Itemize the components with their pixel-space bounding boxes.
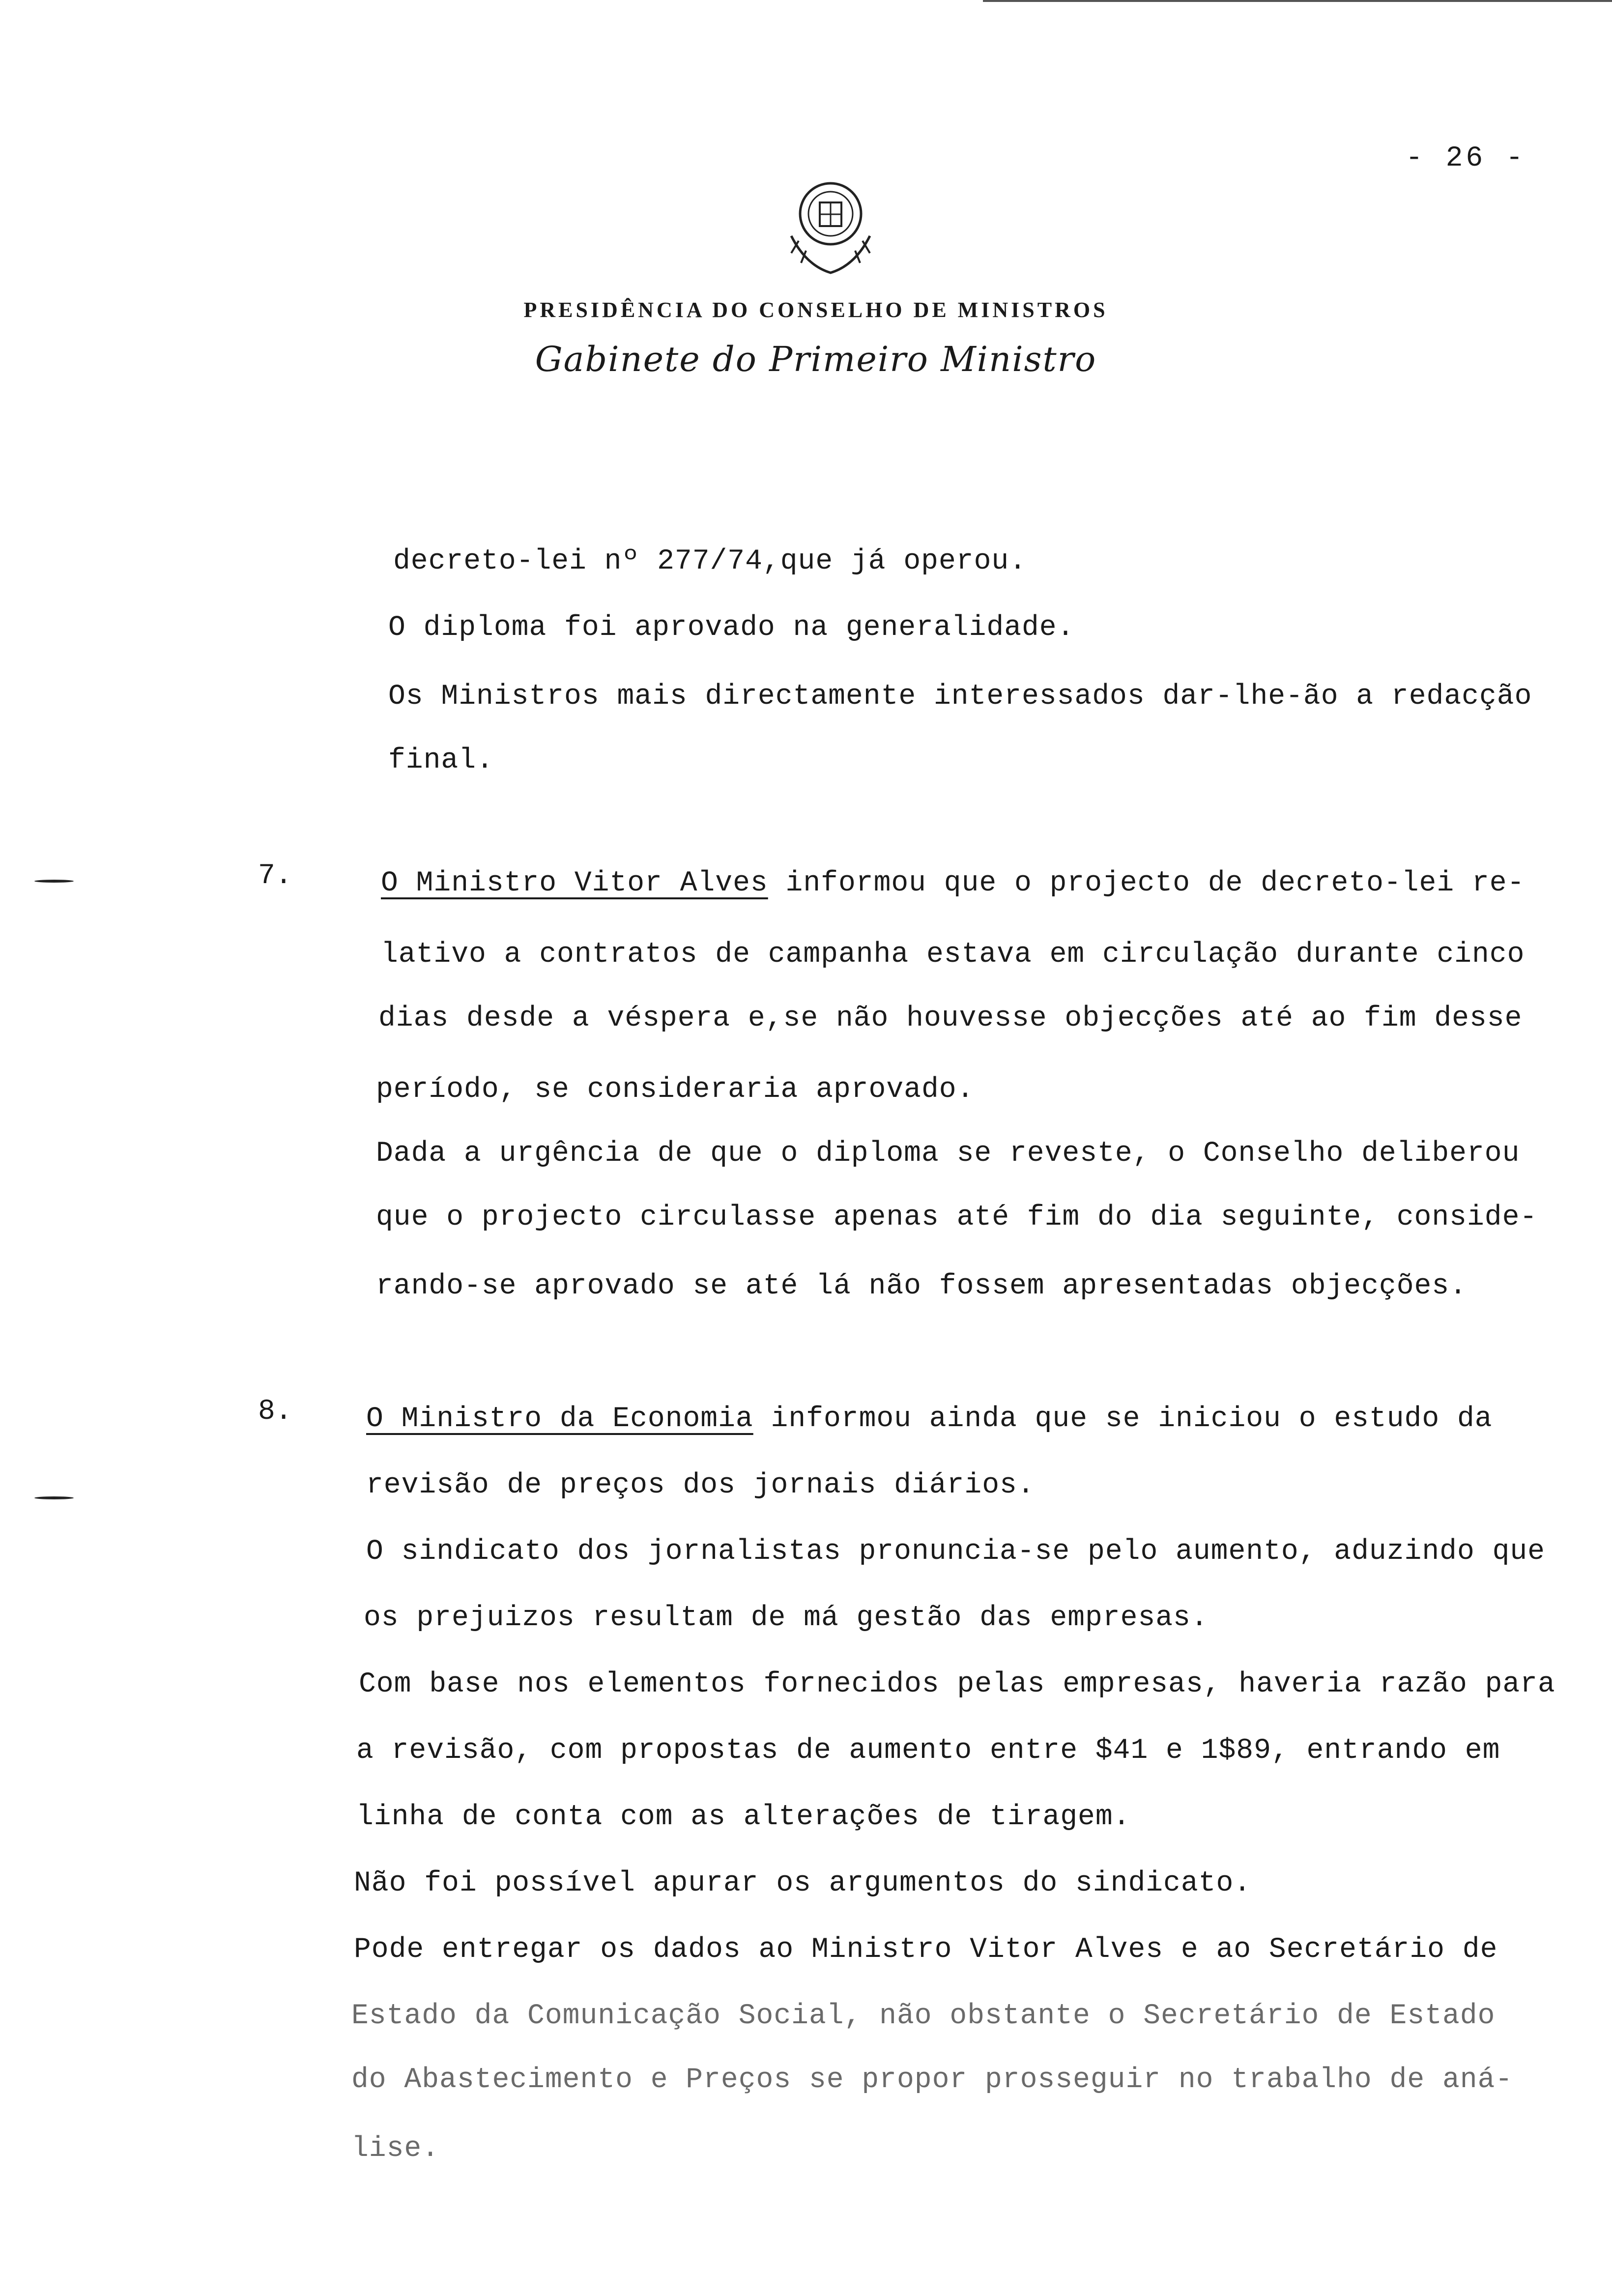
text-line: lativo a contratos de campanha estava em circulação durante cinco: [381, 939, 1525, 971]
margin-mark: [34, 880, 74, 883]
text-line: linha de conta com as alterações de tiragem.: [356, 1801, 1131, 1833]
item-first-line-text: informou ainda que se iniciou o estudo da: [753, 1403, 1493, 1435]
text-line: Os Ministros mais directamente interessados dar-lhe-ão a redacção: [388, 681, 1532, 713]
top-edge-rule: [983, 0, 1612, 2]
text-line: Não foi possível apurar os argumentos do sindicato.: [354, 1867, 1252, 1899]
text-line: Com base nos elementos fornecidos pelas empresas, haveria razão para: [359, 1668, 1555, 1700]
item-subject: O Ministro Vitor Alves: [381, 867, 768, 899]
text-line: O diploma foi aprovado na generalidade.: [388, 612, 1075, 644]
text-line: final.: [388, 745, 494, 776]
office-subtitle: Gabinete do Primeiro Ministro: [535, 339, 1097, 379]
text-line: Dada a urgência de que o diploma se reveste, o Conselho deliberou: [376, 1138, 1520, 1170]
item-first-line: [381, 867, 1525, 899]
text-line: rando-se aprovado se até lá não fossem apresentadas objecções.: [376, 1270, 1467, 1302]
item-number: 8.: [258, 1396, 292, 1428]
page-number: - 26 -: [1406, 143, 1526, 174]
coat-of-arms-seal: [772, 167, 890, 285]
margin-mark: [34, 1496, 74, 1499]
text-line: Pode entregar os dados ao Ministro Vitor Alves e ao Secretário de: [354, 1934, 1498, 1966]
text-line: decreto-lei nº 277/74,que já operou.: [393, 545, 1027, 577]
text-line: período, se consideraria aprovado.: [376, 1074, 975, 1106]
text-line: O sindicato dos jornalistas pronuncia-se pelo aumento, aduzindo que: [366, 1536, 1545, 1568]
text-line: do Abastecimento e Preços se propor prosseguir no trabalho de aná-: [351, 2064, 1513, 2096]
item-subject: O Ministro da Economia: [366, 1403, 753, 1435]
text-line: os prejuizos resultam de má gestão das empresas.: [364, 1602, 1209, 1634]
organization-title: PRESIDÊNCIA DO CONSELHO DE MINISTROS: [523, 298, 1108, 322]
item-first-line: [366, 1403, 1493, 1435]
text-line: revisão de preços dos jornais diários.: [366, 1469, 1035, 1501]
item-first-line-text: informou que o projecto de decreto-lei re-: [768, 867, 1525, 899]
text-line: lise.: [351, 2133, 440, 2165]
text-line: dias desde a véspera e,se não houvesse objecções até ao fim desse: [378, 1003, 1523, 1034]
item-number: 7.: [258, 860, 292, 892]
text-line: a revisão, com propostas de aumento entre $41 e 1$89, entrando em: [356, 1735, 1500, 1767]
text-line: Estado da Comunicação Social, não obstante o Secretário de Estado: [351, 2000, 1496, 2032]
text-line: que o projecto circulasse apenas até fim do dia seguinte, conside-: [376, 1202, 1538, 1234]
